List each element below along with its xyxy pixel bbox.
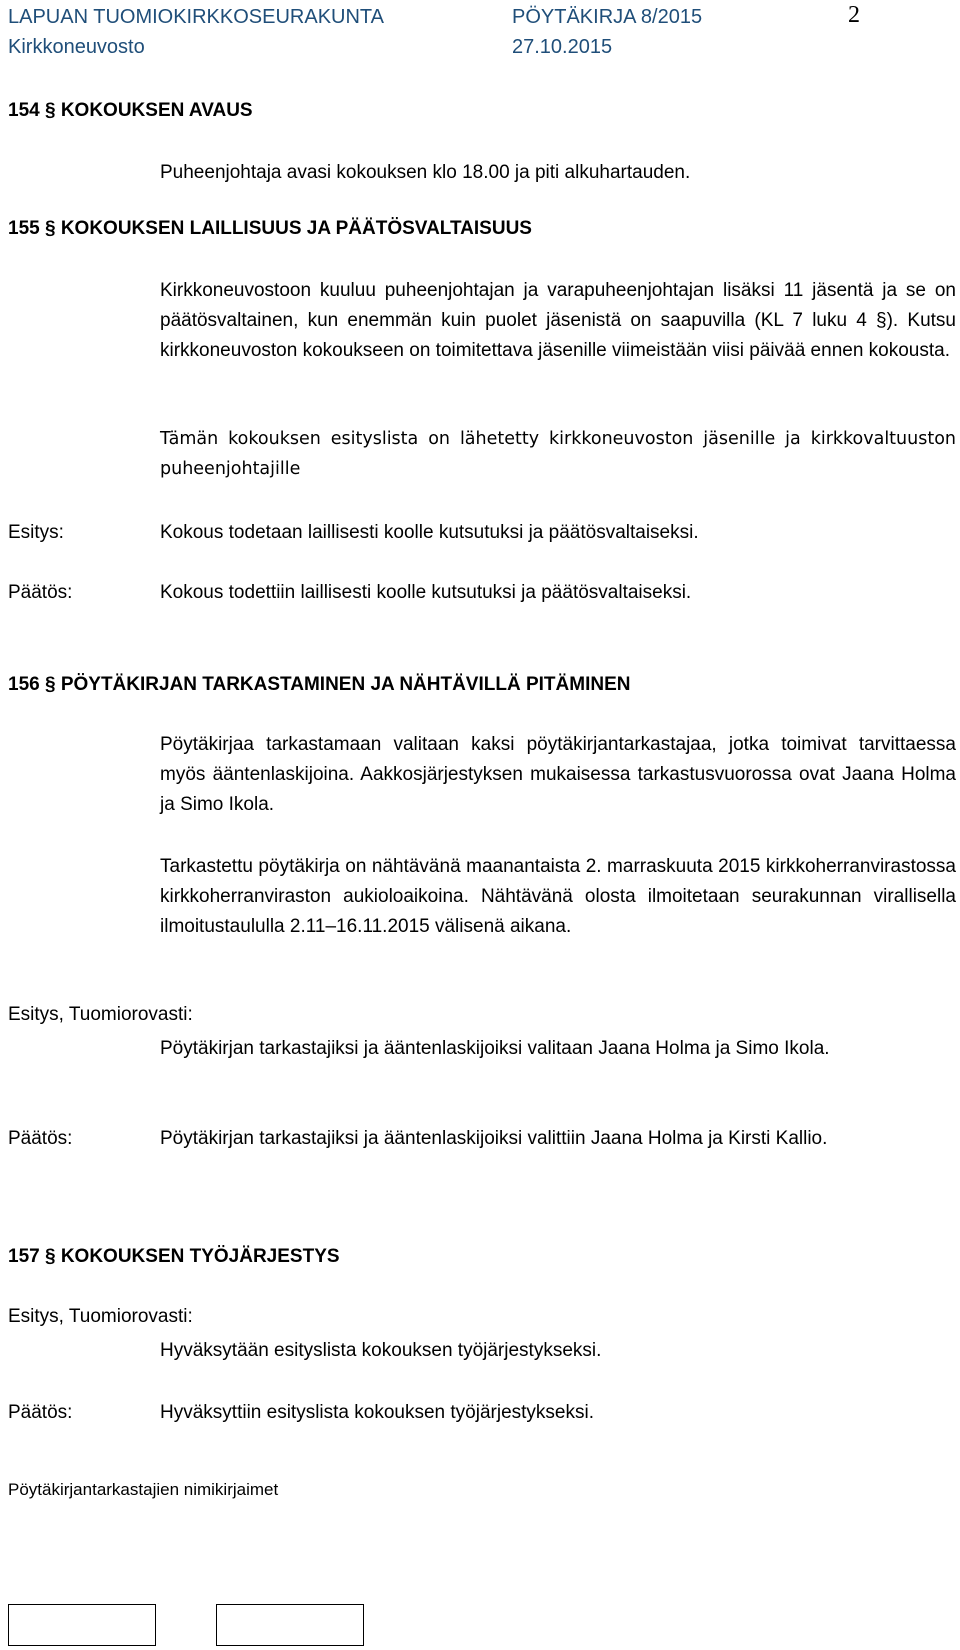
signature-box-2[interactable] <box>216 1604 364 1646</box>
section-156-esitys-label: Esitys, Tuomiorovasti: <box>8 1004 193 1025</box>
section-157-paatos-label: Päätös: <box>8 1402 73 1423</box>
header-date: 27.10.2015 <box>512 36 613 58</box>
section-155-paragraph-2: Tämän kokouksen esityslista on lähetetty kirkkoneuvoston jäsenille ja kirkkovaltuuston puheenjohtajille <box>160 429 956 479</box>
section-155-esitys: Kokous todetaan laillisesti koolle kutsutuksi ja päätösvaltaiseksi. <box>160 522 699 543</box>
header-org: LAPUAN TUOMIOKIRKKOSEURAKUNTA <box>8 6 384 28</box>
signatures-label: Pöytäkirjantarkastajien nimikirjaimet <box>8 1480 279 1499</box>
section-156-paragraph-1: Pöytäkirjaa tarkastamaan valitaan kaksi pöytäkirjantarkastajaa, jotka toimivat tarvittaessa myös ääntenlaskijoina. Aakkosjärjestyksen mukaisessa tarkastusvuorossa ovat Jaana Holma ja Simo Ikola. <box>160 734 956 815</box>
header-doc: PÖYTÄKIRJA 8/2015 <box>512 6 703 28</box>
section-155-title: 155 § KOKOUKSEN LAILLISUUS JA PÄÄTÖSVALTAISUUS <box>8 218 532 239</box>
section-157-esitys: Hyväksytään esityslista kokouksen työjärjestykseksi. <box>160 1340 602 1361</box>
signature-box-1[interactable] <box>8 1604 156 1646</box>
section-155-esitys-label: Esitys: <box>8 522 64 543</box>
section-156-paragraph-2: Tarkastettu pöytäkirja on nähtävänä maanantaista 2. marraskuuta 2015 kirkkoherranvirastossa kirkkoherranviraston aukioloaikoina. Nähtävänä olosta ilmoitetaan seurakunnan virallisella ilmoitustaululla 2.11–16.11.2015 välisenä aikana. <box>160 856 956 937</box>
section-154-text: Puheenjohtaja avasi kokouksen klo 18.00 ja piti alkuhartauden. <box>160 162 691 183</box>
section-156-paatos: Pöytäkirjan tarkastajiksi ja ääntenlaskijoiksi valittiin Jaana Holma ja Kirsti Kallio. <box>160 1128 828 1149</box>
section-156-esitys: Pöytäkirjan tarkastajiksi ja ääntenlaskijoiksi valitaan Jaana Holma ja Simo Ikola. <box>160 1038 830 1059</box>
section-157-paatos: Hyväksyttiin esityslista kokouksen työjärjestykseksi. <box>160 1402 594 1423</box>
page-number: 2 <box>848 2 860 28</box>
section-157-title: 157 § KOKOUKSEN TYÖJÄRJESTYS <box>8 1246 340 1267</box>
section-155-paatos-label: Päätös: <box>8 582 73 603</box>
section-155-paragraph-1: Kirkkoneuvostoon kuuluu puheenjohtajan ja varapuheenjohtajan lisäksi 11 jäsentä ja se on päätösvaltainen, kun enemmän kuin puolet jäsenistä on saapuvilla (KL 7 luku 4 §). Kutsu kirkkoneuvoston kokoukseen on toimitettava jäsenille viimeistään viisi päivää ennen kokousta. <box>160 280 956 361</box>
section-157-esitys-label: Esitys, Tuomiorovasti: <box>8 1306 193 1327</box>
section-156-title: 156 § PÖYTÄKIRJAN TARKASTAMINEN JA NÄHTÄVILLÄ PITÄMINEN <box>8 674 631 695</box>
section-154-title: 154 § KOKOUKSEN AVAUS <box>8 100 253 121</box>
section-155-paatos: Kokous todettiin laillisesti koolle kutsutuksi ja päätösvaltaiseksi. <box>160 582 692 603</box>
section-156-paatos-label: Päätös: <box>8 1128 73 1149</box>
header-body: Kirkkoneuvosto <box>8 36 145 58</box>
